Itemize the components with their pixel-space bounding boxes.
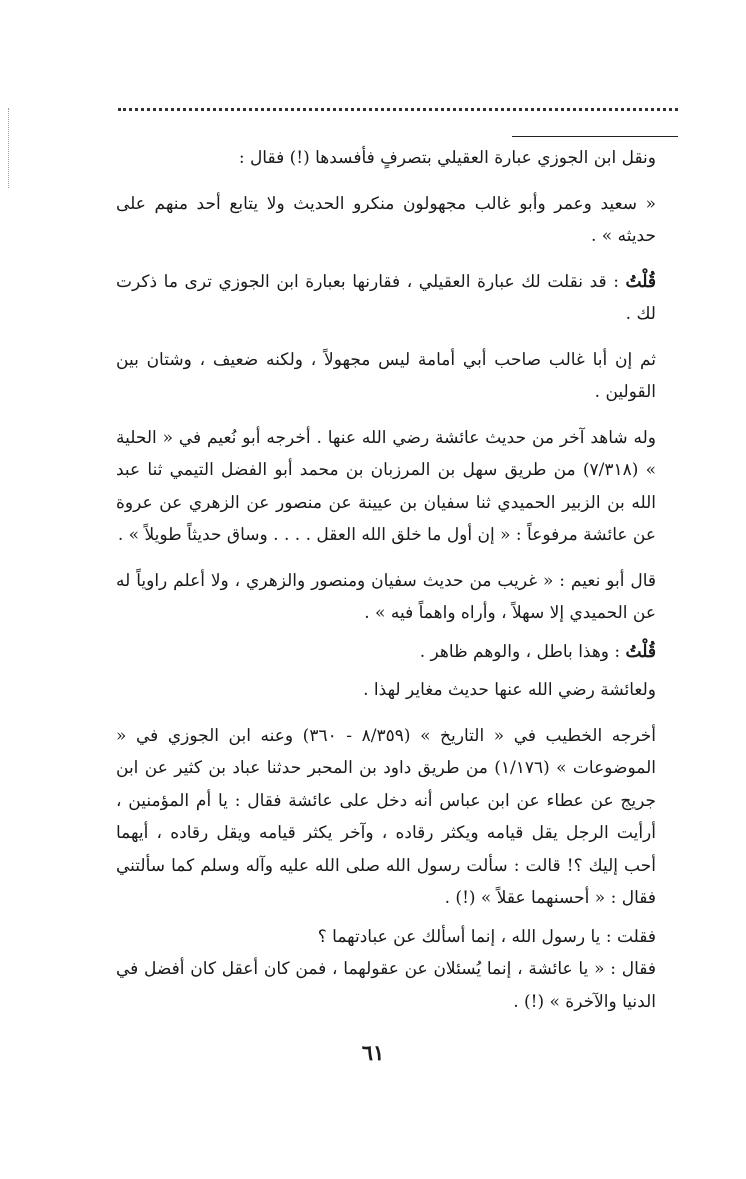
paragraph-11: فقال : « يا عائشة ، إنما يُسئلان عن عقولهما ، فمن كان أعقل كان أفضل في الدنيا والآخرة » (!) . xyxy=(116,959,656,1012)
page-body-text xyxy=(116,142,678,1018)
paragraph-9: أخرجه الخطيب في « التاريخ » (٨/٣٥٩ - ٣٦٠) وعنه ابن الجوزي في « الموضوعات » (١/١٧٦) من طريق داود بن المحبر حدثنا عباد بن كثير عن ابن جريج عن عطاء عن ابن عباس أنه دخل على عائشة فقال : يا أم المؤمنين ، أرأيت الرجل يقل قيامه ويكثر رقاده ، وآخر يكثر قيامه ويقل رقاده ، أيهما أحب إليك ؟! قالت : سألت رسول الله صلى الله عليه وآله وسلم كما سألتني فقال : « أحسنهما عقلاً » (!) . xyxy=(116,725,656,908)
paragraph-2: « سعيد وعمر وأبو غالب مجهولون منكرو الحديث ولا يتابع أحد منهم على حديثه » . xyxy=(116,193,656,246)
qult-label: قُلْتُ xyxy=(625,641,656,662)
paragraph-8: ولعائشة رضي الله عنها حديث مغاير لهذا . xyxy=(363,680,656,700)
header-dotted-rule xyxy=(118,108,678,111)
paragraph-10: فقلت : يا رسول الله ، إنما أسألك عن عبادتهما ؟ xyxy=(317,926,656,947)
scan-edge-mark xyxy=(8,108,10,188)
paragraph-5: وله شاهد آخر من حديث عائشة رضي الله عنها . أخرجه أبو نُعيم في « الحلية » (٧/٣١٨) من طريق سهل بن المرزبان بن محمد أبو الفضل التيمي ثنا عبد الله بن الزبير الحميدي ثنا سفيان بن عيينة عن منصور عن الزهري عن عروة عن عائشة مرفوعاً : « إن أول ما خلق الله العقل . . . . وساق حديثاً طويلاً » . xyxy=(116,427,656,545)
paragraph-1: ونقل ابن الجوزي عبارة العقيلي بتصرفٍ فأفسدها (!) فقال : xyxy=(238,148,656,168)
paragraph-7-text: : وهذا باطل ، والوهم ظاهر . xyxy=(419,641,626,662)
paragraph-6: قال أبو نعيم : « غريب من حديث سفيان ومنصور والزهري ، ولا أعلم راوياً له عن الحميدي إلا سهلاً ، وأراه واهماً فيه » . xyxy=(116,570,656,623)
paragraph-4: ثم إن أبا غالب صاحب أبي أمامة ليس مجهولاً ، ولكنه ضعيف ، وشتان بين القولين . xyxy=(116,349,656,402)
paragraph-3-text: : قد نقلت لك عبارة العقيلي ، فقارنها بعبارة ابن الجوزي ترى ما ذكرت لك . xyxy=(116,271,656,324)
paragraph-3 xyxy=(116,266,678,331)
paragraph-7 xyxy=(116,636,678,669)
qult-label: قُلْتُ xyxy=(625,271,656,292)
footnote-separator-rule xyxy=(512,136,678,137)
page-number: ٦١ xyxy=(361,1040,385,1065)
